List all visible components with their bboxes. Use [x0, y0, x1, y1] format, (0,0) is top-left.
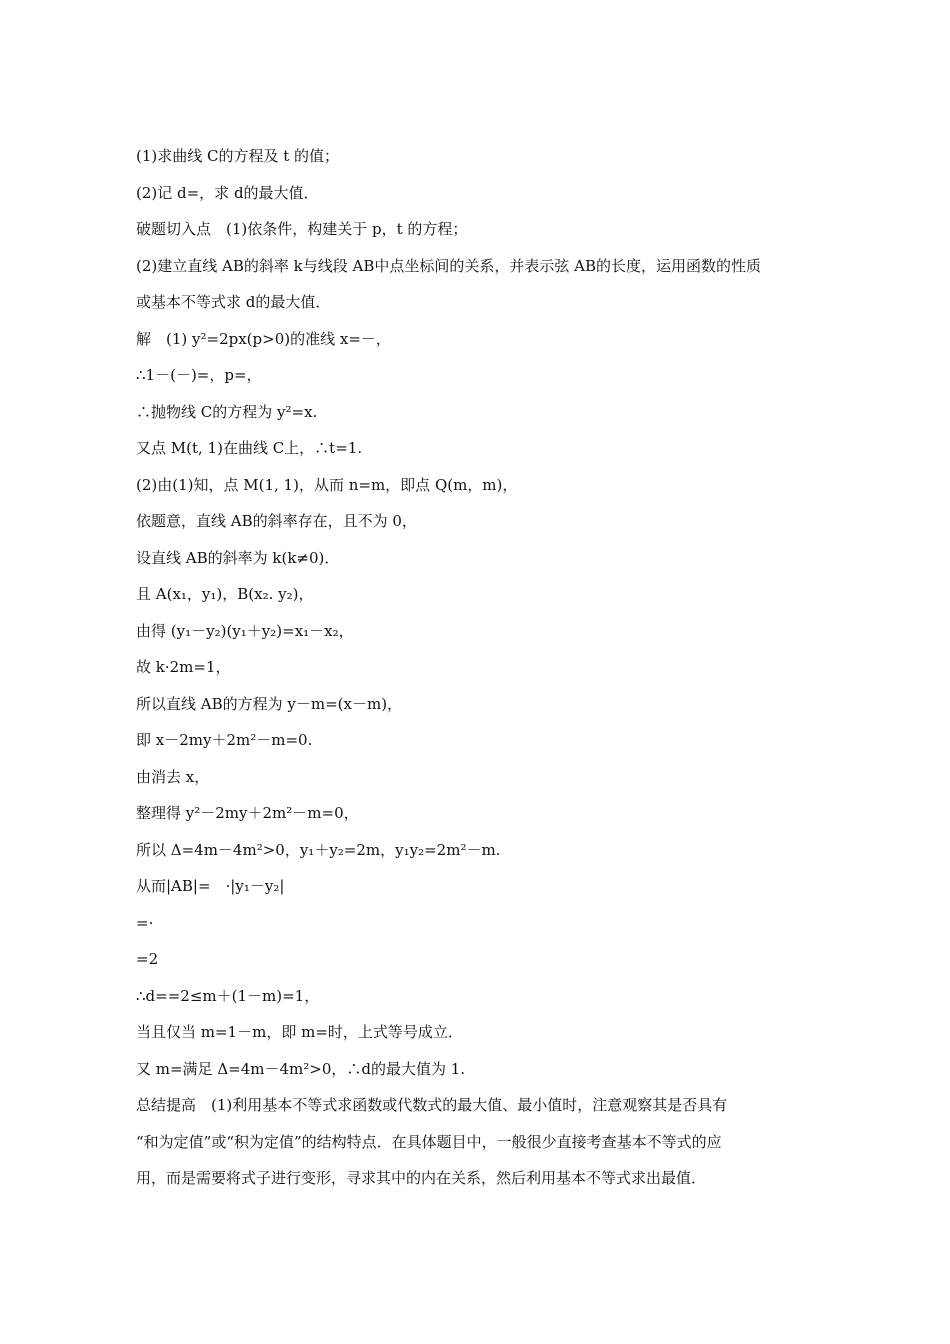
text-line: 当且仅当 m=1－m，即 m=时，上式等号成立．	[136, 1023, 463, 1041]
text-line: =·	[136, 913, 154, 932]
text-line: 所以 Δ=4m－4m²>0，y₁＋y₂=2m，y₁y₂=2m²－m.	[136, 840, 501, 859]
text-line: 故 k·2m=1，	[136, 658, 231, 676]
text-line: (1)求曲线 C的方程及 t 的值；	[136, 147, 340, 165]
text-line: (2)由(1)知，点 M(1, 1)，从而 n=m，即点 Q(m，m)，	[136, 475, 518, 494]
text-line: 整理得 y²－2my＋2m²－m=0，	[136, 804, 359, 822]
text-line: 所以直线 AB的方程为 y－m=(x－m)，	[136, 694, 403, 713]
text-line: 从而|AB|= ·|y₁－y₂|	[136, 877, 285, 895]
text-line: 总结提高 (1)利用基本不等式求函数或代数式的最大值、最小值时，注意观察其是否具有	[136, 1096, 728, 1114]
text-line: “和为定值”或“积为定值”的结构特点．在具体题目中，一般很少直接考查基本不等式的应	[136, 1132, 722, 1151]
text-line: 设直线 AB的斜率为 k(k≠0)．	[136, 548, 340, 567]
text-line: 即 x－2my＋2m²－m=0.	[136, 731, 313, 749]
text-line: 用，而是需要将式子进行变形，寻求其中的内在关系，然后利用基本不等式求出最值．	[136, 1169, 707, 1187]
text-line: 又 m=满足 Δ=4m－4m²>0，∴d的最大值为 1.	[136, 1059, 466, 1078]
text-line: (2)记 d=，求 d的最大值．	[136, 183, 319, 202]
text-line: 由消去 x，	[136, 767, 210, 786]
text-line: 解 (1) y²=2px(p>0)的准线 x=－，	[136, 329, 391, 348]
text-line: 破题切入点 (1)依条件，构建关于 p，t 的方程；	[136, 220, 468, 238]
text-line: =2	[136, 950, 159, 968]
text-line: 由得 (y₁－y₂)(y₁＋y₂)=x₁－x₂，	[136, 621, 354, 640]
text-line: 且 A(x₁，y₁)，B(x₂. y₂)，	[136, 585, 314, 603]
text-line: 又点 M(t, 1)在曲线 C上，∴t=1.	[136, 439, 363, 457]
text-line: 依题意，直线 AB的斜率存在，且不为 0，	[136, 512, 417, 530]
text-line: ∴抛物线 C的方程为 y²=x.	[136, 402, 318, 421]
document-body	[136, 138, 826, 1197]
text-line: ∴1－(－)=，p=，	[136, 366, 262, 384]
text-line: ∴d==2≤m＋(1－m)=1，	[136, 986, 320, 1005]
text-line: 或基本不等式求 d的最大值．	[136, 293, 331, 311]
text-line: (2)建立直线 AB的斜率 k与线段 AB中点坐标间的关系，并表示弦 AB的长度，运用函数的性质	[136, 256, 761, 275]
